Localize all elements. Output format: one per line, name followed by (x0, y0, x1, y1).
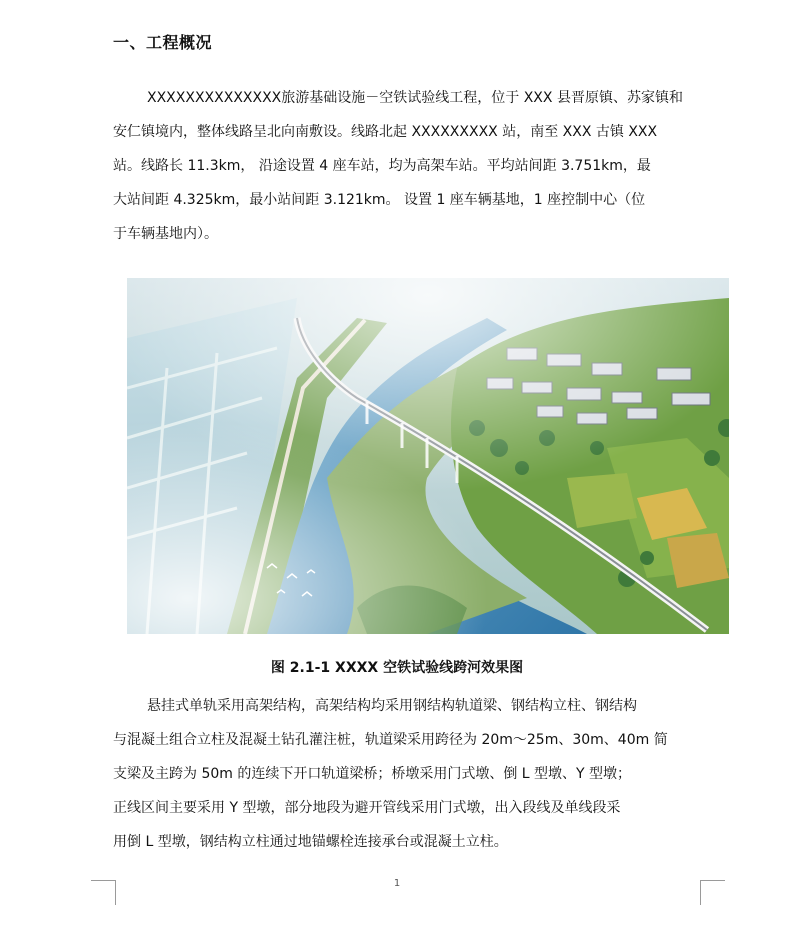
page-number: 1 (393, 878, 401, 889)
structure-line: 与混凝土组合立柱及混凝土钻孔灌注桩，轨道梁采用跨径为 20m～25m、30m、40m 简 (113, 732, 668, 748)
intro-paragraph (113, 81, 701, 251)
structure-line: 正线区间主要采用 Y 型墩，部分地段为避开管线采用门式墩，出入段线及单线段采 (113, 800, 621, 816)
intro-line: 大站间距 4.325km，最小站间距 3.121km。 设置 1 座车辆基地，1 座控制中心（位 (113, 192, 646, 208)
structure-line: 支梁及主跨为 50m 的连续下开口轨道梁桥；桥墩采用门式墩、倒 L 型墩、Y 型墩； (113, 766, 632, 782)
intro-line: 安仁镇境内，整体线路呈北向南敷设。线路北起 XXXXXXXXX 站，南至 XXX 古镇 XXX (113, 124, 658, 140)
margin-corner-mark-right (700, 880, 725, 905)
structure-line: 悬挂式单轨采用高架结构，高架结构均采用钢结构轨道梁、钢结构立柱、钢结构 (147, 698, 637, 714)
figure-caption: 图 2.1-1 XXXX 空铁试验线跨河效果图 (270, 660, 524, 676)
rendering-image (127, 278, 729, 634)
structure-line: 用倒 L 型墩，钢结构立柱通过地锚螺栓连接承台或混凝土立柱。 (113, 834, 508, 850)
intro-line: 于车辆基地内）。 (113, 226, 218, 242)
intro-line: XXXXXXXXXXXXXX旅游基础设施－空铁试验线工程，位于 XXX 县晋原镇、苏家镇和 (147, 90, 683, 106)
section-heading: 一、工程概况 (113, 33, 213, 52)
intro-line: 站。线路长 11.3km， 沿途设置 4 座车站，均为高架车站。平均站间距 3.751km，最 (113, 158, 651, 174)
river-crossing-rendering (127, 278, 729, 634)
structure-paragraph (113, 689, 701, 859)
